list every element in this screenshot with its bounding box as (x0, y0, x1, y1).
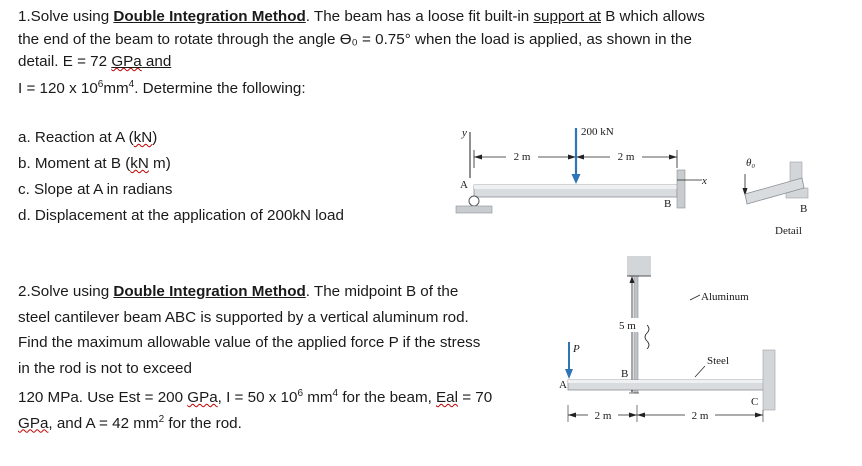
pin-support-a (469, 196, 479, 206)
question-c: c. Slope at A in radians (18, 181, 173, 198)
span-label-2: 2 m (617, 151, 635, 163)
point-b-label: B (621, 368, 629, 380)
steel-label: Steel (707, 355, 729, 367)
problem2-line-5: 120 MPa. Use Est = 200 GPa, I = 50 x $10^6$ $mm^4$ for the beam, Eal = 70 (18, 388, 493, 407)
detail-b-label: B (800, 203, 808, 215)
support-label-b: B (664, 198, 672, 210)
beam-figure-1 (440, 118, 690, 228)
x-axis-label-box (700, 172, 720, 188)
x-axis-label: x (702, 175, 707, 187)
method-name-2: Double Integration Method (113, 283, 306, 300)
load-label: 200 kN (581, 126, 614, 138)
method-name: Double Integration Method (113, 8, 306, 25)
problem2-line-1: 2.Solve using Double Integration Method. The midpoint B of the (18, 283, 459, 300)
support-label-a: A (460, 179, 468, 191)
problem2-statement (18, 279, 558, 432)
problem2-line-6: GPa, and A = 42 $mm^2$ for the rod. (18, 413, 242, 432)
problem1-line-2: the end of the beam to rotate through the angle ϴ₀ = 0.75° when the load is applied, as shown in the (18, 30, 692, 48)
span-label-2b: 2 m (691, 410, 709, 422)
force-label: P (573, 343, 580, 355)
question-a: a. Reaction at A (kN) (18, 129, 158, 146)
problem2-line-4: in the rod is not to exceed (18, 359, 192, 377)
ceiling (627, 256, 651, 276)
angle-label: θ₀ (746, 157, 756, 169)
wall-b (677, 170, 685, 208)
aluminum-label: Aluminum (701, 291, 749, 303)
ground-a (456, 206, 492, 213)
detail-caption: Detail (775, 225, 802, 237)
aluminum-rod (634, 276, 638, 393)
problem1-line-1: 1.Solve using Double Integration Method. The beam has a loose fit built-in support at B which allows (18, 8, 705, 25)
point-a-label: A (559, 379, 567, 391)
question-d: d. Displacement at the application of 200kN load (18, 207, 344, 224)
span-label-1: 2 m (513, 151, 531, 163)
problem1-statement (18, 6, 778, 100)
problem1-line-4: I = 120 x $10^6mm^4$. Determine the following: (18, 78, 306, 97)
question-b: b. Moment at B (kN m) (18, 155, 171, 172)
wall-c (763, 350, 775, 410)
point-c-label: C (751, 396, 759, 408)
problem2-line-3: Find the maximum allowable value of the applied force P if the stress (18, 334, 481, 351)
rod-length-label: 5 m (619, 320, 636, 332)
y-axis-label: y (462, 127, 467, 139)
problem1-questions (18, 125, 344, 229)
problem2-line-2: steel cantilever beam ABC is supported by a vertical aluminum rod. (18, 308, 469, 326)
beam-figure-2 (555, 250, 785, 460)
span-label-2a: 2 m (594, 410, 612, 422)
problem1-line-3: detail. E = 72 GPa and (18, 53, 172, 70)
detail-figure (730, 150, 830, 240)
